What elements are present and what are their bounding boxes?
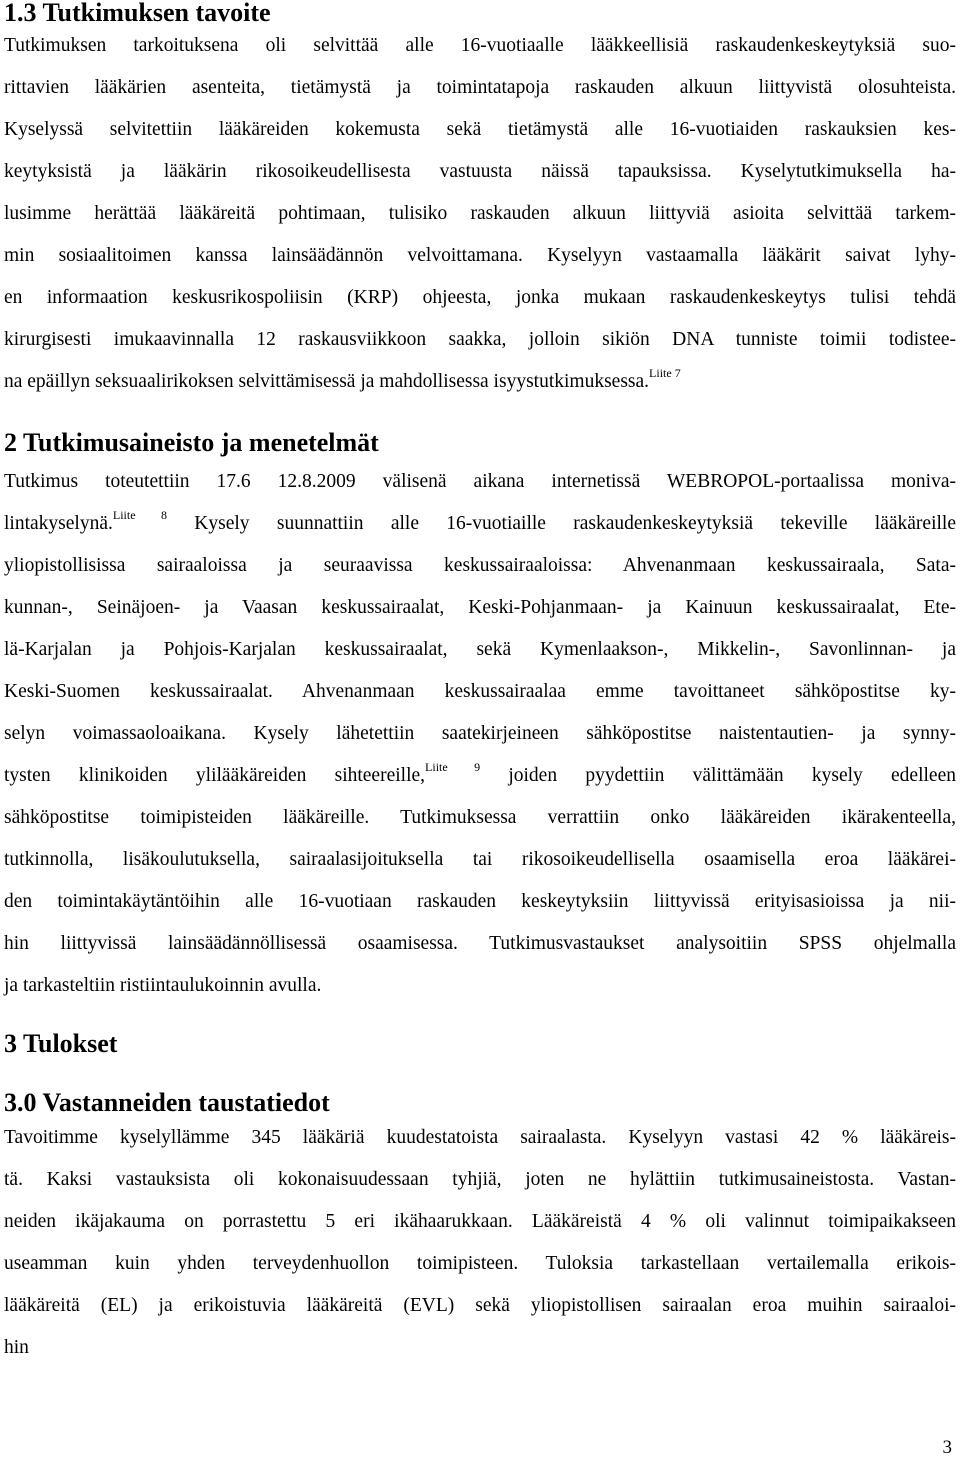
page-number: 3 (942, 1437, 952, 1458)
text-line: hin (4, 1337, 29, 1358)
text-fragment: lintakyselynä. (4, 513, 113, 534)
section-heading-3-0: 3.0 Vastanneiden taustatiedot (4, 1088, 330, 1117)
text-line: kirurgisesti imukaavinnalla 12 raskausviikkoon saakka, jolloin sikiön DNA tunniste toimii todistee- (4, 329, 956, 350)
text-line: hin liittyvissä lainsäädännöllisessä osaamisessa. Tutkimusvastaukset analysoitiin SPSS ohjelmalla (4, 933, 956, 954)
text-fragment: na epäillyn seksuaalirikoksen selvittämisessä ja mahdollisessa isyystutkimuksessa. (4, 371, 650, 392)
text-line: kunnan-, Seinäjoen- ja Vaasan keskussairaalat, Keski-Pohjanmaan- ja Kainuun keskussairaalat, Ete- (4, 597, 956, 618)
paragraph-tavoite (4, 25, 956, 403)
paragraph-taustatiedot (4, 1117, 956, 1369)
text-fragment: tysten klinikoiden ylilääkäreiden sihteereille, (4, 765, 426, 786)
text-line: Tavoitimme kyselyllämme 345 lääkäriä kuudestatoista sairaalasta. Kyselyyn vastasi 42 % lääkäreis- (4, 1127, 956, 1148)
text-line (4, 503, 956, 545)
text-line (4, 755, 956, 797)
appendix-ref: Liite 9 (425, 760, 481, 774)
text-line: Keski-Suomen keskussairaalat. Ahvenanmaan keskussairaalaa emme tavoittaneet sähköpostitse ky- (4, 681, 956, 702)
text-line: selyn voimassaoloaikana. Kysely lähetettiin saatekirjeineen sähköpostitse naistentautien- ja synny- (4, 723, 956, 744)
text-line: neiden ikäjakauma on porrastettu 5 eri ikähaarukkaan. Lääkäreistä 4 % oli valinnut toimipaikakseen (4, 1211, 956, 1232)
text-line: tutkinnolla, lisäkoulutuksella, sairaalasijoituksella tai rikosoikeudellisella osaamisella eroa lääkärei- (4, 849, 956, 870)
section-heading-1-3: 1.3 Tutkimuksen tavoite (4, 0, 271, 27)
paragraph-aineisto (4, 461, 956, 1007)
text-line: keytyksistä ja lääkärin rikosoikeudellisesta vastuusta näissä tapauksissa. Kyselytutkimuksella ha- (4, 161, 956, 182)
text-line: ja tarkasteltiin ristiintaulukoinnin avulla. (4, 975, 322, 996)
text-line: yliopistollisissa sairaaloissa ja seuraavissa keskussairaaloissa: Ahvenanmaan keskussairaala, Sata- (4, 555, 956, 576)
text-line: Kyselyssä selvitettiin lääkäreiden kokemusta sekä tietämystä alle 16-vuotiaiden raskauksien kes- (4, 119, 956, 140)
text-fragment: Kysely suunnattiin alle 16-vuotiaille raskaudenkeskeytyksiä tekeville lääkäreille (166, 513, 956, 534)
text-line: tä. Kaksi vastauksista oli kokonaisuudessaan tyhjiä, joten ne hylättiin tutkimusaineistosta. Vastan- (4, 1169, 956, 1190)
text-line: Tutkimus toteutettiin 17.6 12.8.2009 välisenä aikana internetissä WEBROPOL-portaalissa moniva- (4, 471, 956, 492)
appendix-ref: Liite 8 (112, 508, 167, 522)
text-line: lä-Karjalan ja Pohjois-Karjalan keskussairaalat, sekä Kymenlaakson-, Mikkelin-, Savonlinnan- ja (4, 639, 956, 660)
text-line: rittavien lääkärien asenteita, tietämystä ja toimintatapoja raskauden alkuun liittyvistä olosuhteista. (4, 77, 956, 98)
text-fragment: joiden pyydettiin välittämään kysely edelleen (480, 765, 956, 786)
text-line: min sosiaalitoimen kanssa lainsäädännön velvoittamana. Kyselyyn vastaamalla lääkärit saivat lyhy- (4, 245, 956, 266)
text-line: den toimintakäytäntöihin alle 16-vuotiaan raskauden keskeytyksiin liittyvissä erityisasioissa ja nii- (4, 891, 956, 912)
section-heading-2: 2 Tutkimusaineisto ja menetelmät (4, 428, 379, 457)
section-heading-3: 3 Tulokset (4, 1029, 118, 1058)
text-line (4, 361, 956, 403)
appendix-ref: Liite 7 (649, 366, 681, 380)
text-line: sähköpostitse toimipisteiden lääkäreille. Tutkimuksessa verrattiin onko lääkäreiden ikärakenteella, (4, 807, 956, 828)
text-line: lääkäreitä (EL) ja erikoistuvia lääkäreitä (EVL) sekä yliopistollisen sairaalan eroa muihin sairaaloi- (4, 1295, 956, 1316)
text-line: useamman kuin yhden terveydenhuollon toimipisteen. Tuloksia tarkastellaan vertailemalla erikois- (4, 1253, 956, 1274)
text-line: Tutkimuksen tarkoituksena oli selvittää alle 16-vuotiaalle lääkkeellisiä raskaudenkeskeytyksiä suo- (4, 35, 956, 56)
text-line: lusimme herättää lääkäreitä pohtimaan, tulisiko raskauden alkuun liittyviä asioita selvittää tarkem- (4, 203, 956, 224)
text-line: en informaation keskusrikospoliisin (KRP) ohjeesta, jonka mukaan raskaudenkeskeytys tulisi tehdä (4, 287, 956, 308)
